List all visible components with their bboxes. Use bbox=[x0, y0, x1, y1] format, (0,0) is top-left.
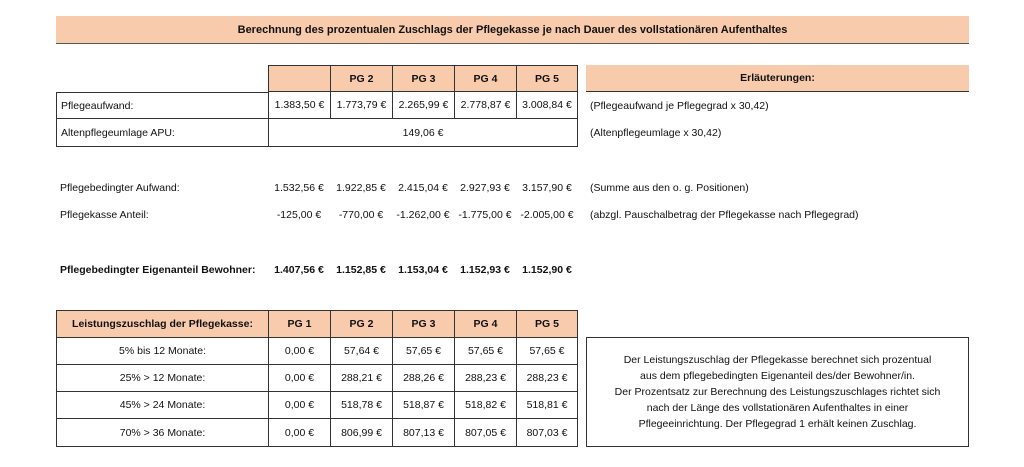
pflegekasse-anteil-pg2: -770,00 € bbox=[338, 208, 384, 221]
top-header-pg5: PG 5 bbox=[516, 65, 578, 92]
apu-label: Altenpflegeumlage APU: bbox=[56, 119, 268, 147]
pflegekasse-anteil-label: Pflegekasse Anteil: bbox=[60, 208, 149, 221]
pflegeaufwand-pg1: 1.383,50 € bbox=[268, 92, 330, 119]
pflegeaufwand-pg5: 3.008,84 € bbox=[516, 92, 578, 119]
top-header-pg2: PG 2 bbox=[330, 65, 392, 92]
pflegeaufwand-pg4: 2.778,87 € bbox=[454, 92, 516, 119]
eigenanteil-pg5: 1.152,90 € bbox=[522, 263, 572, 276]
bottom-header-pg3: PG 3 bbox=[392, 310, 454, 338]
pflegebedingter-aufwand-pg1: 1.532,56 € bbox=[274, 181, 324, 194]
bottom-header-pg5: PG 5 bbox=[516, 310, 578, 338]
zuschlag-cell: 807,13 € bbox=[392, 419, 454, 447]
zuschlag-cell: 518,82 € bbox=[454, 392, 516, 419]
note-line: nach der Länge des vollstationären Aufenthaltes in einer bbox=[646, 402, 909, 414]
zuschlag-cell: 288,23 € bbox=[454, 365, 516, 392]
zuschlag-cell: 806,99 € bbox=[330, 419, 392, 447]
top-header-empty bbox=[268, 65, 330, 92]
pflegeaufwand-label: Pflegeaufwand: bbox=[56, 92, 268, 119]
eigenanteil-label: Pflegebedingter Eigenanteil Bewohner: bbox=[60, 263, 256, 276]
top-header-pg3: PG 3 bbox=[392, 65, 454, 92]
pflegeaufwand-pg2: 1.773,79 € bbox=[330, 92, 392, 119]
eigenanteil-pg1: 1.407,56 € bbox=[274, 263, 324, 276]
zuschlag-cell: 0,00 € bbox=[268, 338, 330, 365]
apu-value: 149,06 € bbox=[268, 119, 578, 147]
pflegekasse-anteil-pg4: -1.775,00 € bbox=[458, 208, 512, 221]
explanation-line-1: (Pflegeaufwand je Pflegegrad x 30,42) bbox=[590, 99, 769, 112]
bottom-header-label: Leistungszuschlag der Pflegekasse: bbox=[56, 310, 268, 338]
pflegebedingter-aufwand-pg2: 1.922,85 € bbox=[336, 181, 386, 194]
top-header-pg4: PG 4 bbox=[454, 65, 516, 92]
zuschlag-cell: 57,65 € bbox=[454, 338, 516, 365]
zuschlag-cell: 57,65 € bbox=[516, 338, 578, 365]
bottom-header-pg2: PG 2 bbox=[330, 310, 392, 338]
note-line: aus dem pflegebedingten Eigenanteil des/der Bewohner/in. bbox=[640, 370, 915, 382]
pflegekasse-anteil-pg3: -1.262,00 € bbox=[396, 208, 450, 221]
explanation-line-3: (Summe aus den o. g. Positionen) bbox=[590, 181, 749, 194]
zuschlag-cell: 518,81 € bbox=[516, 392, 578, 419]
eigenanteil-pg4: 1.152,93 € bbox=[460, 263, 510, 276]
pflegekasse-anteil-pg1: -125,00 € bbox=[276, 208, 322, 221]
zuschlag-cell: 807,03 € bbox=[516, 419, 578, 447]
zuschlag-row-label: 25% > 12 Monate: bbox=[56, 365, 268, 392]
zuschlag-cell: 0,00 € bbox=[268, 419, 330, 447]
bottom-header-pg1: PG 1 bbox=[268, 310, 330, 338]
explanation-line-4: (abzgl. Pauschalbetrag der Pflegekasse nach Pflegegrad) bbox=[590, 208, 859, 221]
zuschlag-cell: 518,87 € bbox=[392, 392, 454, 419]
pflegekasse-anteil-pg5: -2.005,00 € bbox=[520, 208, 574, 221]
note-line: Der Prozentsatz zur Berechnung des Leistungszuschlages richtet sich bbox=[614, 386, 941, 398]
pflegebedingter-aufwand-pg4: 2.927,93 € bbox=[460, 181, 510, 194]
zuschlag-row-label: 45% > 24 Monate: bbox=[56, 392, 268, 419]
zuschlag-cell: 807,05 € bbox=[454, 419, 516, 447]
zuschlag-row-label: 70% > 36 Monate: bbox=[56, 419, 268, 447]
note-box bbox=[586, 337, 969, 447]
eigenanteil-pg3: 1.153,04 € bbox=[398, 263, 448, 276]
pflegebedingter-aufwand-pg3: 2.415,04 € bbox=[398, 181, 448, 194]
explanations-header: Erläuterungen: bbox=[586, 65, 969, 92]
pflegebedingter-aufwand-pg5: 3.157,90 € bbox=[522, 181, 572, 194]
zuschlag-cell: 288,23 € bbox=[516, 365, 578, 392]
note-line: Pflegeeinrichtung. Der Pflegegrad 1 erhält keinen Zuschlag. bbox=[638, 418, 917, 430]
explanation-line-2: (Altenpflegeumlage x 30,42) bbox=[590, 127, 722, 139]
zuschlag-cell: 518,78 € bbox=[330, 392, 392, 419]
zuschlag-cell: 288,26 € bbox=[392, 365, 454, 392]
pflegeaufwand-pg3: 2.265,99 € bbox=[392, 92, 454, 119]
zuschlag-cell: 0,00 € bbox=[268, 365, 330, 392]
page-title: Berechnung des prozentualen Zuschlags der Pflegekasse je nach Dauer des vollstationären Aufenthaltes bbox=[56, 16, 969, 44]
zuschlag-row-label: 5% bis 12 Monate: bbox=[56, 338, 268, 365]
bottom-header-pg4: PG 4 bbox=[454, 310, 516, 338]
pflegebedingter-aufwand-label: Pflegebedingter Aufwand: bbox=[60, 181, 180, 194]
eigenanteil-pg2: 1.152,85 € bbox=[336, 263, 386, 276]
zuschlag-cell: 57,64 € bbox=[330, 338, 392, 365]
zuschlag-cell: 57,65 € bbox=[392, 338, 454, 365]
zuschlag-cell: 288,21 € bbox=[330, 365, 392, 392]
note-line: Der Leistungszuschlag der Pflegekasse berechnet sich prozentual bbox=[623, 354, 932, 366]
zuschlag-cell: 0,00 € bbox=[268, 392, 330, 419]
